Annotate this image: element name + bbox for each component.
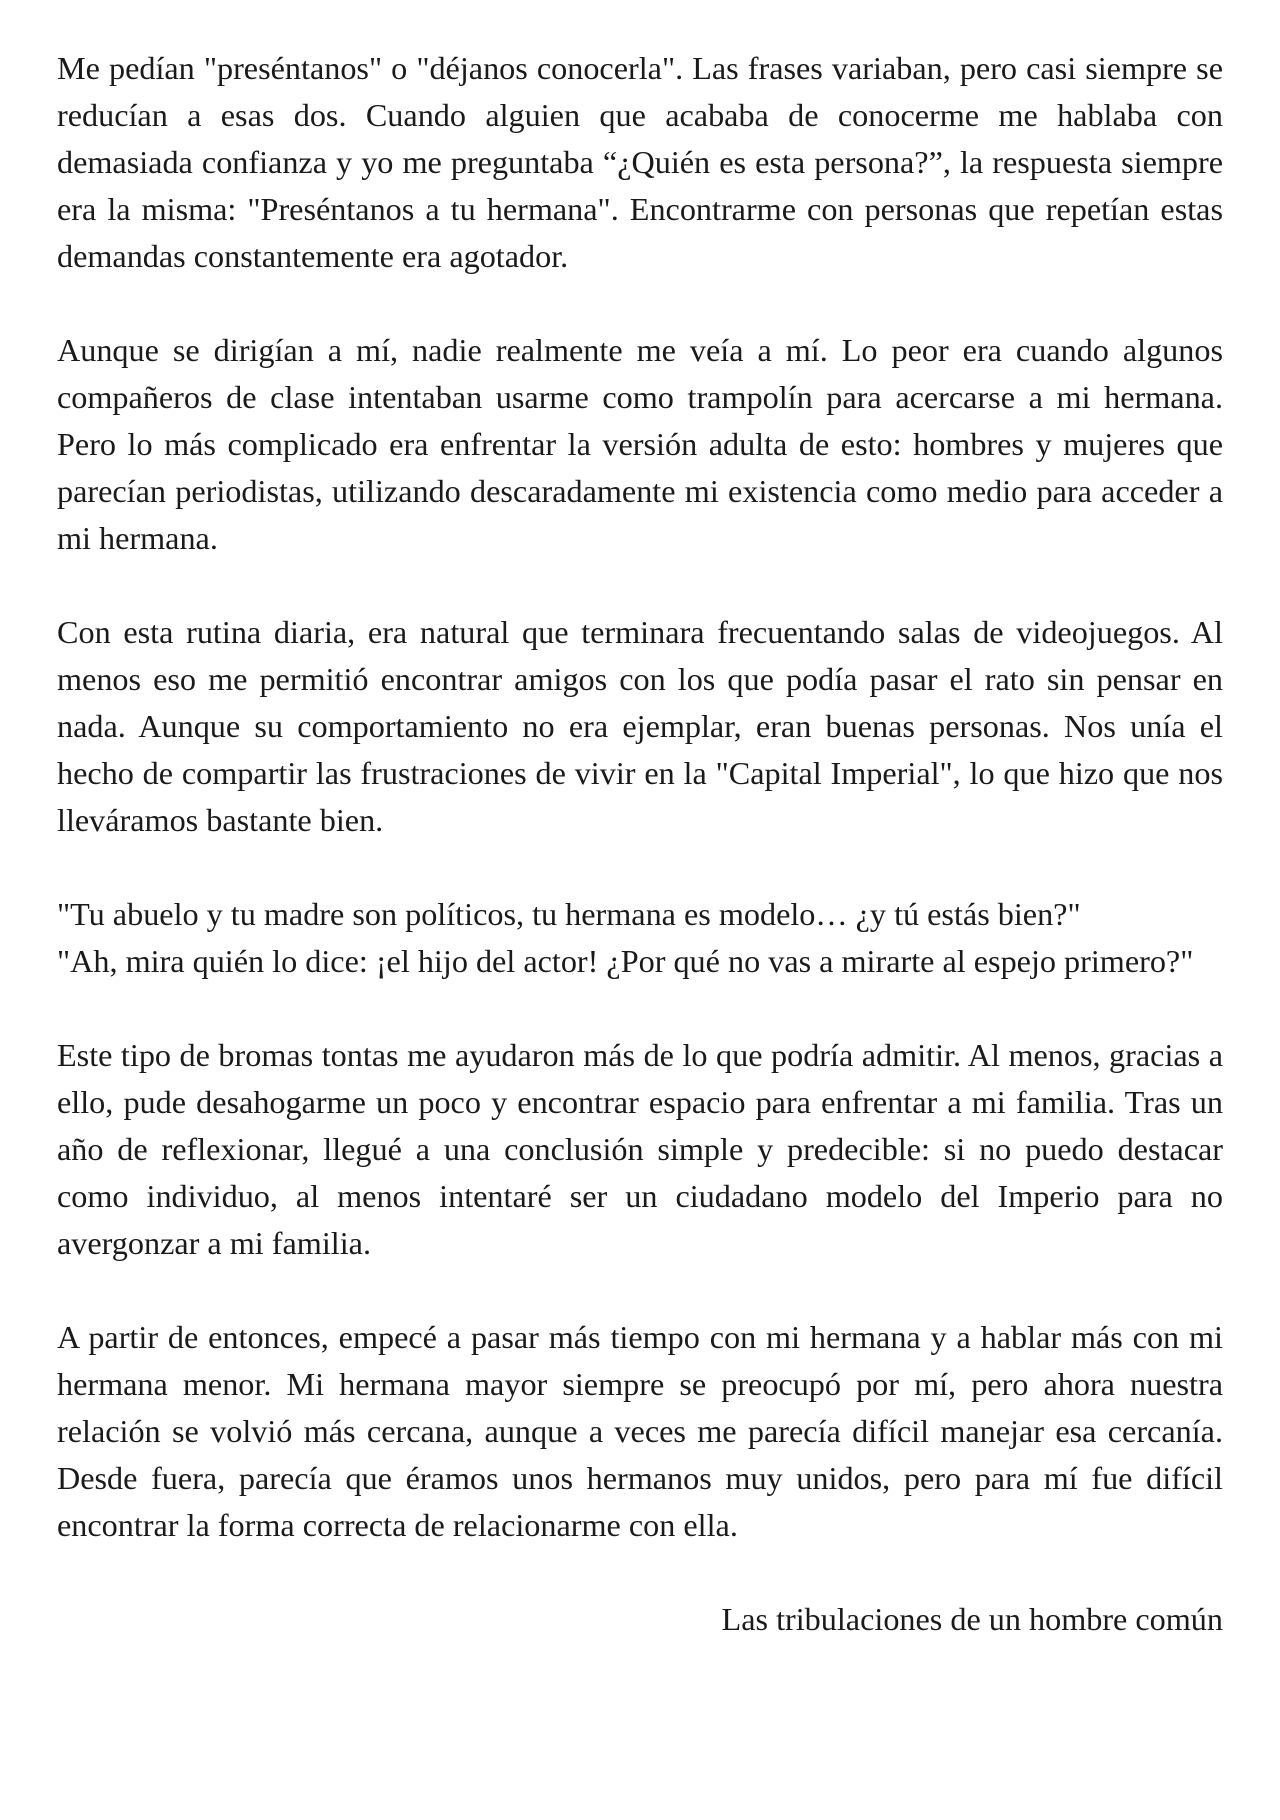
paragraph-4: Este tipo de bromas tontas me ayudaron más de lo que podría admitir. Al menos, gracias a ello, pude desahogarme un poco y encontrar espacio para enfrentar a mi familia. Tras un año de reflexionar, llegué a una conclusión simple y predecible: si no puedo destacar como individuo, al menos intentaré ser un ciudadano modelo del Imperio para no avergonzar a mi familia. (57, 1037, 1223, 1261)
dialogue-line-1: "Tu abuelo y tu madre son políticos, tu hermana es modelo… ¿y tú estás bien?" (57, 896, 1081, 932)
paragraph-2: Aunque se dirigían a mí, nadie realmente me veía a mí. Lo peor era cuando algunos compañeros de clase intentaban usarme como trampolín para acercarse a mi hermana. Pero lo más complicado era enfrentar la versión adulta de esto: hombres y mujeres que parecían periodistas, utilizando descaradamente mi existencia como medio para acceder a mi hermana. (57, 332, 1223, 556)
paragraph-3: Con esta rutina diaria, era natural que terminara frecuentando salas de videojuegos. Al menos eso me permitió encontrar amigos con los que podía pasar el rato sin pensar en nada. Aunque su comportamiento no era ejemplar, eran buenas personas. Nos unía el hecho de compartir las frustraciones de vivir en la "Capital Imperial", lo que hizo que nos lleváramos bastante bien. (57, 614, 1223, 838)
document-page (57, 45, 1223, 1643)
paragraph-5: A partir de entonces, empecé a pasar más tiempo con mi hermana y a hablar más con mi hermana menor. Mi hermana mayor siempre se preocupó por mí, pero ahora nuestra relación se volvió más cercana, aunque a veces me parecía difícil manejar esa cercanía. Desde fuera, parecía que éramos unos hermanos muy unidos, pero para mí fue difícil encontrar la forma correcta de relacionarme con ella. (57, 1319, 1223, 1543)
paragraph-1: Me pedían "preséntanos" o "déjanos conocerla". Las frases variaban, pero casi siempre se reducían a esas dos. Cuando alguien que acababa de conocerme me hablaba con demasiada confianza y yo me preguntaba “¿Quién es esta persona?”, la respuesta siempre era la misma: "Preséntanos a tu hermana". Encontrarme con personas que repetían estas demandas constantemente era agotador. (57, 50, 1223, 274)
dialogue-block (57, 891, 1223, 985)
dialogue-line-2: "Ah, mira quién lo dice: ¡el hijo del actor! ¿Por qué no vas a mirarte al espejo primero?" (57, 943, 1194, 979)
running-footer-title: Las tribulaciones de un hombre común (721, 1601, 1223, 1637)
